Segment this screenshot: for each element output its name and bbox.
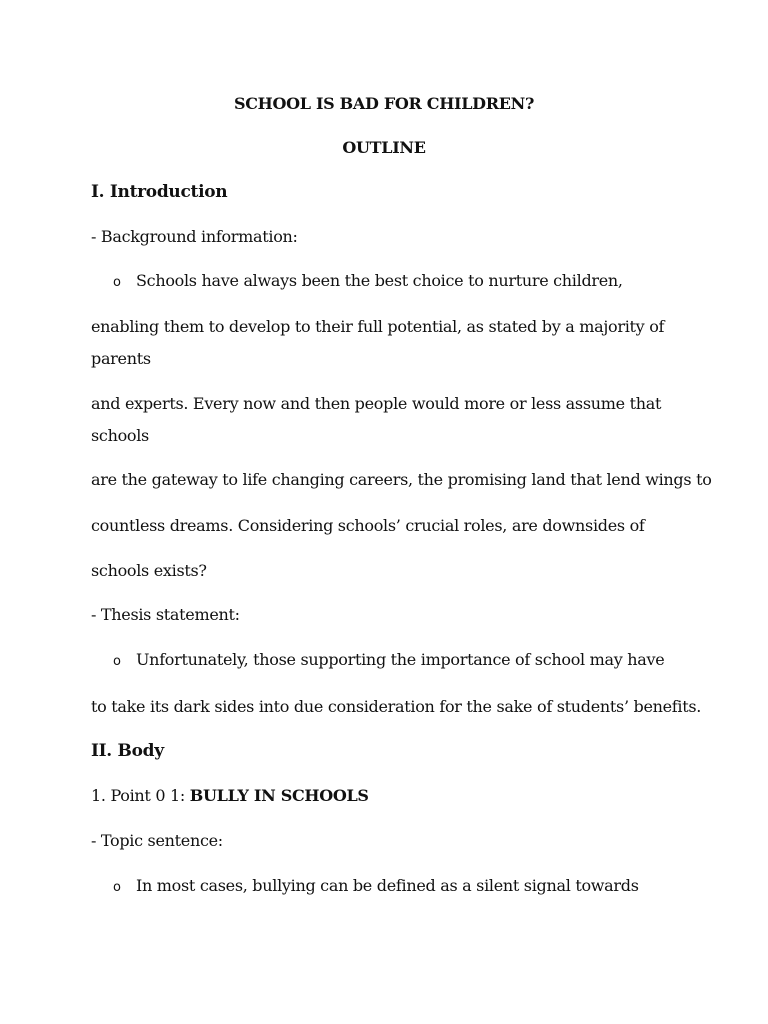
document-subtitle: OUTLINE [342, 138, 426, 157]
background-label: - Background information: [91, 227, 298, 246]
paragraph-line: enabling them to develop to their full potential, as stated by a majority of [91, 317, 665, 336]
background-bullet-item [113, 271, 623, 293]
thesis-continuation: to take its dark sides into due consideration for the sake of students’ benefits. [91, 697, 702, 716]
point-prefix: 1. Point 0 1: [91, 786, 190, 805]
bullet-marker: o [113, 275, 121, 290]
point-title: BULLY IN SCHOOLS [189, 786, 369, 805]
topic-bullet-item [113, 876, 639, 898]
paragraph-line: are the gateway to life changing careers, the promising land that lend wings to [91, 470, 712, 489]
topic-label: - Topic sentence: [91, 831, 223, 850]
thesis-bullet-item [113, 650, 664, 672]
bullet-marker: o [113, 654, 121, 669]
paragraph-line: schools [91, 426, 149, 445]
bullet-text: In most cases, bullying can be defined as a silent signal towards [136, 876, 639, 895]
bullet-marker: o [113, 880, 121, 895]
section-heading-introduction: I. Introduction [91, 182, 228, 202]
document-title: SCHOOL IS BAD FOR CHILDREN? [233, 94, 535, 113]
bullet-text: Schools have always been the best choice to nurture children, [136, 271, 623, 290]
paragraph-line: schools exists? [91, 561, 207, 580]
section-heading-body: II. Body [91, 741, 164, 761]
paragraph-line: countless dreams. Considering schools’ crucial roles, are downsides of [91, 516, 645, 535]
thesis-label: - Thesis statement: [91, 605, 240, 624]
paragraph-line: and experts. Every now and then people would more or less assume that [91, 394, 662, 413]
point-heading [91, 786, 369, 806]
bullet-text: Unfortunately, those supporting the importance of school may have [136, 650, 665, 669]
paragraph-line: parents [91, 349, 151, 368]
